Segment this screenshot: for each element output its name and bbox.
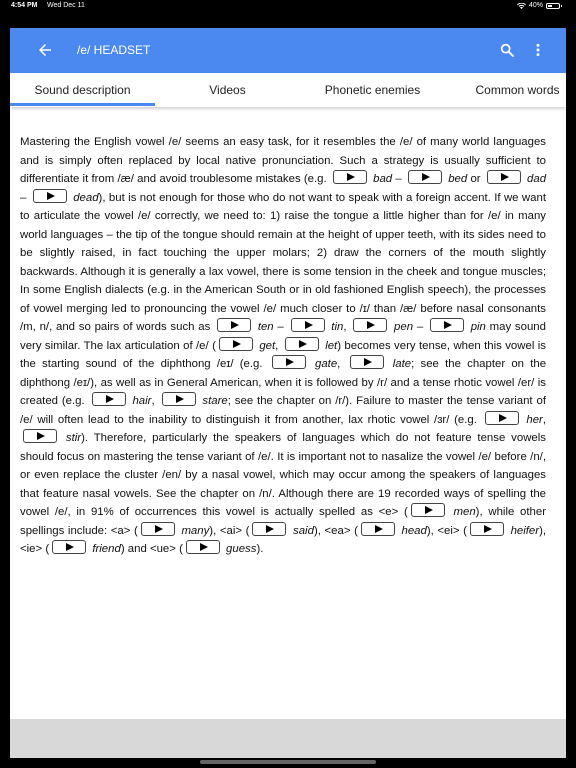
text-segment: , bbox=[337, 358, 341, 370]
text-segment: , bbox=[542, 413, 547, 426]
example-word: stare bbox=[202, 395, 228, 407]
example-word: gate bbox=[314, 358, 338, 370]
play-button-pin[interactable] bbox=[430, 318, 464, 332]
text-segment: ). Therefore, particularly the speakers of languages which do not feature tense vowels should focus on mastering the tense variant of /e/. It is important not to nasalize the vowel /e/ before /n/, or even replace the cluster /en/ by a nasal vowel, which may occur among the speakers of languages that feature nasal vowels. See the chapter on /n/. Although there are 19 recorded ways of spelling the vowel /e/, in 91% of occurrences this vowel is actually spelled as <e> ( bbox=[20, 432, 546, 518]
example-word: dad bbox=[527, 173, 547, 185]
search-icon[interactable] bbox=[499, 42, 515, 58]
play-button-bad[interactable] bbox=[333, 170, 367, 184]
play-button-head[interactable] bbox=[361, 522, 395, 536]
example-word: stir bbox=[65, 432, 82, 444]
text-segment: ). bbox=[256, 543, 264, 555]
more-vert-icon[interactable] bbox=[530, 42, 546, 58]
play-button-friend[interactable] bbox=[52, 540, 86, 554]
example-word: friend bbox=[92, 543, 121, 555]
play-button-said[interactable] bbox=[252, 522, 286, 536]
tab-bar bbox=[10, 73, 566, 107]
text-segment: , bbox=[275, 339, 279, 352]
play-button-dead[interactable] bbox=[33, 189, 67, 203]
example-word: let bbox=[325, 339, 338, 352]
example-word: dead bbox=[73, 191, 99, 204]
play-button-get[interactable] bbox=[219, 337, 253, 351]
text-segment: ), but is not enough for those who do not want to speak with a foreign accent. If we want to articulate the vowel /e/ correctly, we need to: 1) raise the tongue a little higher than for /e/ in many world languages – the tip of the tongue should remain at the height of upper teeth, with its sides need to be slightly raised, in fact touching the upper molars; 2) draw the corners of the mouth slightly backwards. Although it is generally a lax vowel, there is some tension in the cheek and tongue muscles; In some English dialects (e.g. in the American South or in old fashioned English speech), the processes of vowel merging led to pronouncing the vowel /e/ much closer to /ɪ/ than /æ/ before nasal consonants /m, n/, and so pairs of words such as bbox=[20, 191, 546, 333]
status-date: Wed Dec 11 bbox=[47, 2, 85, 9]
tab-phonetic-enemies[interactable]: Phonetic enemies bbox=[324, 83, 421, 97]
example-word: get bbox=[259, 339, 276, 352]
battery-percent: 40% bbox=[528, 2, 543, 9]
play-button-stare[interactable] bbox=[162, 392, 196, 406]
text-segment: ; see the chapter on the diphthong /eɪ/), as well as in General American, when it is followed by /r/ and a tense rhotic vowel /er/ is created (e.g. bbox=[20, 358, 547, 407]
text-segment: or bbox=[470, 173, 481, 185]
play-button-bed[interactable] bbox=[408, 170, 442, 184]
page-title: /e/ HEADSET bbox=[77, 43, 151, 57]
example-word: said bbox=[293, 524, 314, 537]
example-word: her bbox=[526, 413, 543, 426]
app-bar bbox=[10, 28, 566, 73]
play-button-tin[interactable] bbox=[291, 318, 325, 332]
text-segment: ) and <ue> ( bbox=[120, 543, 183, 555]
play-button-many[interactable] bbox=[141, 522, 175, 536]
text-segment: Mastering the English vowel /e/ seems an easy task, for it resembles the /e/ of many world languages and is simply often replaced by local native pronunciation. Such a strategy is usually sufficient to differentiate it from /æ/ and avoid troublesome mistakes (e.g. bbox=[20, 136, 546, 185]
play-button-dad[interactable] bbox=[487, 170, 521, 184]
play-button-ten[interactable] bbox=[217, 318, 251, 332]
play-button-gate[interactable] bbox=[272, 355, 306, 369]
play-button-let[interactable] bbox=[285, 337, 319, 351]
example-word: bed bbox=[448, 173, 468, 185]
example-word: many bbox=[181, 524, 210, 537]
example-word: guess bbox=[226, 543, 257, 555]
play-button-heifer[interactable] bbox=[470, 522, 504, 536]
example-word: hair bbox=[132, 395, 152, 407]
status-time: 4:54 PM bbox=[11, 2, 38, 9]
example-word: ten bbox=[257, 321, 274, 333]
play-button-guess[interactable] bbox=[186, 540, 220, 554]
text-segment: – bbox=[395, 173, 402, 185]
home-indicator[interactable] bbox=[200, 760, 376, 764]
text-segment: ), <ei> ( bbox=[426, 524, 467, 537]
example-word: pin bbox=[470, 321, 486, 333]
text-segment: ), <ea> ( bbox=[313, 524, 358, 537]
text-segment: ), <ie> ( bbox=[20, 524, 547, 555]
play-button-stir[interactable] bbox=[23, 429, 57, 443]
tab-sound-description[interactable]: Sound description bbox=[34, 83, 131, 97]
arrow-back-icon[interactable] bbox=[36, 41, 54, 59]
status-bar bbox=[0, 0, 576, 14]
play-button-hair[interactable] bbox=[92, 392, 126, 406]
text-segment: ; see the chapter on /r/). Failure to master the tense variant of /e/ will often lead to the inability to distinguish it from another, lax rhotic vowel /ɜr/ (e.g. bbox=[20, 395, 546, 426]
example-word: heifer bbox=[510, 524, 540, 537]
battery-icon bbox=[546, 3, 560, 9]
bottom-bar bbox=[10, 719, 566, 758]
text-segment: ), <ai> ( bbox=[209, 524, 250, 537]
text-segment: – bbox=[20, 191, 27, 204]
example-word: pen bbox=[394, 321, 414, 333]
wifi-icon bbox=[517, 3, 526, 9]
text-segment: , bbox=[343, 321, 347, 333]
tab-common-words[interactable]: Common words bbox=[475, 83, 560, 97]
play-button-pen[interactable] bbox=[353, 318, 387, 332]
play-button-late[interactable] bbox=[350, 355, 384, 369]
example-word: late bbox=[392, 358, 412, 370]
sound-description-text bbox=[20, 133, 546, 559]
text-segment: ) becomes very tense, when this vowel is the starting sound of the diphthong /eɪ/ (e.g. bbox=[20, 339, 546, 370]
text-segment: ), while other spellings include: <a> ( bbox=[20, 506, 546, 537]
example-word: men bbox=[453, 506, 476, 518]
example-word: bad bbox=[373, 173, 393, 185]
active-tab-indicator bbox=[10, 103, 155, 106]
tab-videos[interactable]: Videos bbox=[209, 83, 246, 97]
text-segment: – bbox=[416, 321, 424, 333]
example-word: head bbox=[401, 524, 427, 537]
text-segment: – bbox=[277, 321, 284, 333]
play-button-men[interactable] bbox=[411, 503, 445, 517]
text-segment: , bbox=[151, 395, 155, 407]
app-window bbox=[10, 28, 566, 758]
play-button-her[interactable] bbox=[485, 411, 519, 425]
text-segment: may sound very similar. The lax articulation of /e/ ( bbox=[20, 321, 546, 352]
example-word: tin bbox=[331, 321, 344, 333]
status-right bbox=[517, 2, 560, 9]
